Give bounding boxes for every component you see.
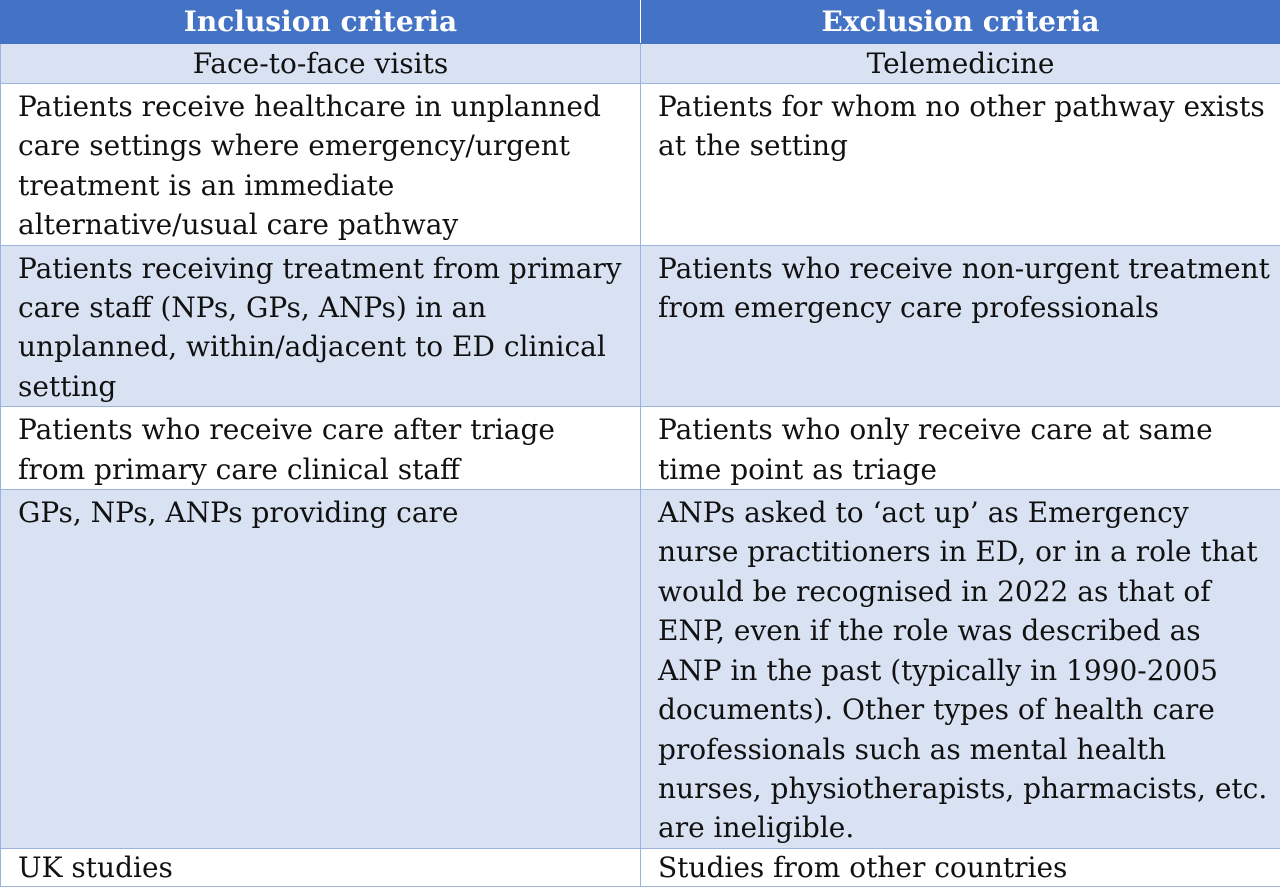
exclusion-cell: Patients for whom no other pathway exists at the setting <box>641 84 1280 246</box>
exclusion-cell: ANPs asked to ‘act up’ as Emergency nurse practitioners in ED, or in a role that would be recognised in 2022 as that of ENP, even if the role was described as ANP in the past (typically in 1990-2005 documents). Other types of health care professionals such as mental health nurses, physiotherapists, pharmacists, etc. are ineligible. <box>641 490 1280 849</box>
table-row <box>1 490 1280 849</box>
table-row <box>1 84 1280 246</box>
inclusion-cell: GPs, NPs, ANPs providing care <box>1 490 641 849</box>
inclusion-cell: Patients receive healthcare in unplanned care settings where emergency/urgent treatment is an immediate alternative/usual care pathway <box>1 84 641 246</box>
exclusion-cell: Studies from other countries <box>641 848 1280 886</box>
inclusion-subheader: Face-to-face visits <box>1 44 641 84</box>
table-row <box>1 848 1280 886</box>
exclusion-cell: Patients who receive non-urgent treatment from emergency care professionals <box>641 245 1280 407</box>
table-row <box>1 407 1280 490</box>
inclusion-cell: Patients receiving treatment from primary care staff (NPs, GPs, ANPs) in an unplanned, within/adjacent to ED clinical setting <box>1 245 641 407</box>
exclusion-cell: Patients who only receive care at same time point as triage <box>641 407 1280 490</box>
table-row <box>1 245 1280 407</box>
inclusion-cell: Patients who receive care after triage from primary care clinical staff <box>1 407 641 490</box>
exclusion-subheader: Telemedicine <box>641 44 1280 84</box>
inclusion-cell: UK studies <box>1 848 641 886</box>
subheader-row <box>1 44 1280 84</box>
exclusion-header: Exclusion criteria <box>641 1 1280 44</box>
inclusion-header: Inclusion criteria <box>1 1 641 44</box>
header-row <box>1 1 1280 44</box>
